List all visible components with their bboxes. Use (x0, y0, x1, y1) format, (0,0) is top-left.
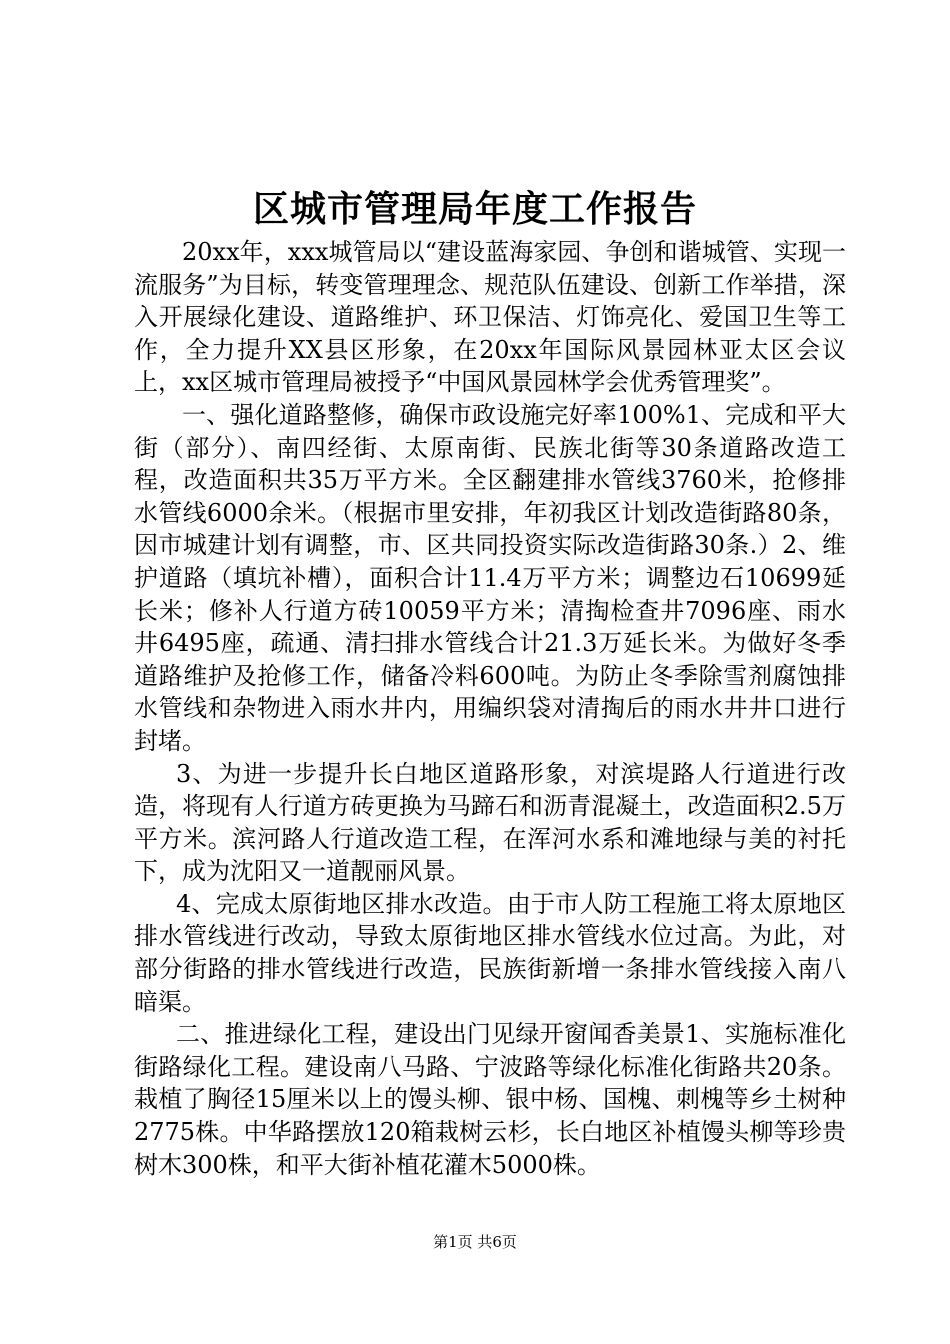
paragraph-intro: 20xx年，xxx城管局以“建设蓝海家园、争创和谐城管、实现一流服务”为目标，转变管理理念、规范队伍建设、创新工作举措，深入开展绿化建设、道路维护、环卫保洁、灯饰亮化、爱国卫生等工作，全力提升XX县区形象，在20xx年国际风景园林亚太区会议上，xx区城市管理局被授予“中国风景园林学会优秀管理奖”。 (134, 238, 846, 397)
page-title: 区城市管理局年度工作报告 (252, 188, 697, 230)
document-body (134, 236, 846, 1181)
paragraph-sidewalk: 3、为进一步提升长白地区道路形象，对滨堤路人行道进行改造，将现有人行道方砖更换为马蹄石和沥青混凝土，改造面积2.5万平方米。滨河路人行道改造工程，在浑河水系和滩地绿与美的衬托下，成为沈阳又一道靓丽风景。 (134, 759, 846, 886)
page-footer: 第1页 共6页 (433, 1233, 517, 1251)
paragraph-greening: 二、推进绿化工程，建设出门见绿开窗闻香美景1、实施标准化街路绿化工程。建设南八马路、宁波路等绿化标准化街路共20条。栽植了胸径15厘米以上的馒头柳、银中杨、国槐、刺槐等乡土树种2775株。中华路摆放120箱栽树云杉，长白地区补植馒头柳等珍贵树木300株，和平大街补植花灌木5000株。 (134, 1020, 846, 1179)
paragraph-roads: 一、强化道路整修，确保市政设施完好率100%1、完成和平大街（部分）、南四经街、太原南街、民族北街等30条道路改造工程，改造面积共35万平方米。全区翻建排水管线3760米，抢修排水管线6000余米。（根据市里安排，年初我区计划改造街路80条，因市城建计划有调整，市、区共同投资实际改造街路30条.）2、维护道路（填坑补槽），面积合计11.4万平方米；调整边石10699延长米；修补人行道方砖10059平方米；清掏检查井7096座、雨水井6495座，疏通、清扫排水管线合计21.3万延长米。为做好冬季道路维护及抢修工作，储备冷料600吨。为防止冬季除雪剂腐蚀排水管线和杂物进入雨水井内，用编织袋对清掏后的雨水井井口进行封堵。 (134, 400, 846, 755)
paragraph-drainage: 4、完成太原街地区排水改造。由于市人防工程施工将太原地区排水管线进行改动，导致太原街地区排水管线水位过高。为此，对部分街路的排水管线进行改造，民族街新增一条排水管线接入南八暗渠。 (134, 889, 846, 1016)
